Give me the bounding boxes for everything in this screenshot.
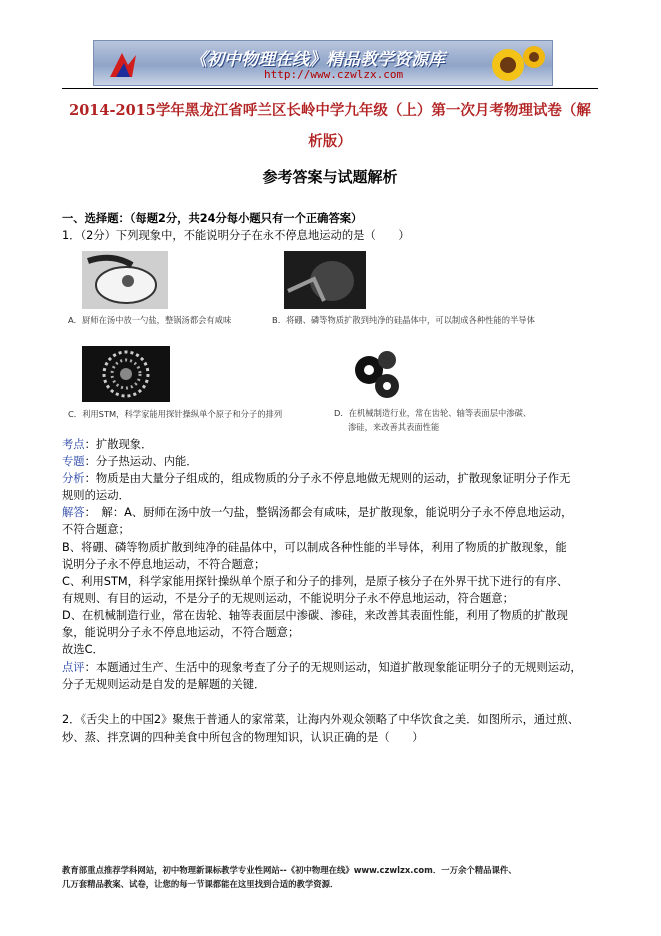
sunflower-icon	[488, 43, 546, 85]
fenxi-line2: 规则的运动．	[62, 489, 130, 502]
option-b-caption: B．将硼、磷等物质扩散到纯净的硅晶体中，可以制成各种性能的半导体	[272, 315, 535, 325]
jieda-line3: B、将硼、磷等物质扩散到纯净的硅晶体中，可以制成各种性能的半导体，利用了物质的扩散现象，能	[62, 541, 567, 554]
banner-url: http://www.czwlzx.com	[264, 68, 404, 81]
site-banner	[93, 40, 553, 86]
zhuanti-label: 专题	[62, 455, 85, 468]
jieda-line1	[62, 506, 572, 520]
q2-line2: 炒、蒸、拌烹调的四种美食中所包含的物理知识，认识正确的是（ ）	[62, 731, 424, 744]
jieda-line6: 有规则、有目的运动，不是分子的无规则运动，不能说明分子永不停息地运动，符合题意；	[62, 592, 514, 605]
jieda-line8: 象，能说明分子永不停息地运动，不符合题意；	[62, 626, 300, 639]
option-c-caption: C．利用STM，科学家能用探针操纵单个原子和分子的排列	[68, 409, 283, 419]
option-a-caption: A．厨师在汤中放一勺盐，整锅汤都会有咸味	[68, 315, 232, 325]
doc-title-line2: 析版）	[308, 133, 352, 150]
jieda-line9: 故选C．	[62, 643, 104, 656]
option-d-image	[347, 346, 403, 402]
banner-title: 《初中物理在线》精品教学资源库	[190, 50, 445, 70]
header-rule	[62, 88, 598, 89]
kaodian-text: ：扩散现象．	[84, 438, 153, 451]
fenxi-label: 分析	[62, 472, 85, 485]
jieda-line5: C、利用STM，科学家能用探针操纵单个原子和分子的排列，是原子核分子在外界干扰下进行的有序、	[62, 575, 569, 588]
kaodian-line	[62, 438, 152, 452]
jieda-label: 解答	[62, 506, 85, 519]
option-d-caption-line1: D．在机械制造行业，常在齿轮、轴等表面层中渗碳、	[334, 408, 532, 418]
jieda-line2: 不符合题意；	[62, 523, 130, 536]
dianping-line2: 分子无规则运动是自发的是解题的关键．	[62, 678, 266, 691]
footer-line2: 几万套精品教案、试卷，让您的每一节课都能在这里找到合适的教学资源．	[62, 879, 339, 889]
fenxi-text1: ：物质是由大量分子组成的，组成物质的分子永不停息地做无规则的运动，扩散现象证明分子作无	[84, 472, 571, 485]
q2-line1: 2．《舌尖上的中国2》聚焦于普通人的家常菜，让海内外观众领略了中华饮食之美．如图所示，通过煎、	[62, 713, 580, 726]
dianping-label: 点评	[62, 661, 85, 674]
jieda-text1: ： 解：A、厨师在汤中放一勺盐，整锅汤都会有咸味，是扩散现象，能说明分子永不停息地运动，	[84, 506, 573, 519]
doc-subtitle: 参考答案与试题解析	[262, 168, 398, 186]
option-d-caption-line2: 渗硅，来改善其表面性能	[348, 422, 440, 432]
jieda-line7: D、在机械制造行业，常在齿轮、轴等表面层中渗碳、渗硅，来改善其表面性能，利用了物质的扩散现	[62, 609, 568, 622]
option-c-image	[82, 346, 170, 402]
site-logo-icon	[106, 47, 140, 81]
dianping-text1: ：本题通过生产、生活中的现象考查了分子的无规则运动，知道扩散现象能证明分子的无规则运动，	[84, 661, 582, 674]
zhuanti-line	[62, 455, 198, 469]
option-a-image	[82, 251, 168, 309]
q1-stem: 1．（2分）下列现象中，不能说明分子在永不停息地运动的是（ ）	[62, 229, 410, 242]
section-heading: 一、选择题：（每题2分，共24分每小题只有一个正确答案）	[62, 212, 363, 225]
footer-line1: 教育部重点推荐学科网站，初中物理新课标教学专业性网站--《初中物理在线》www.czwlzx.com．一万余个精品课件、	[62, 865, 517, 875]
dianping-line1	[62, 661, 582, 675]
doc-title-line1: 2014-2015学年黑龙江省呼兰区长岭中学九年级（上）第一次月考物理试卷（解	[69, 102, 591, 119]
option-b-image	[284, 251, 366, 309]
kaodian-label: 考点	[62, 438, 85, 451]
fenxi-line1	[62, 472, 570, 486]
zhuanti-text: ：分子热运动、内能．	[84, 455, 198, 468]
jieda-line4: 说明分子永不停息地运动，不符合题意；	[62, 558, 266, 571]
